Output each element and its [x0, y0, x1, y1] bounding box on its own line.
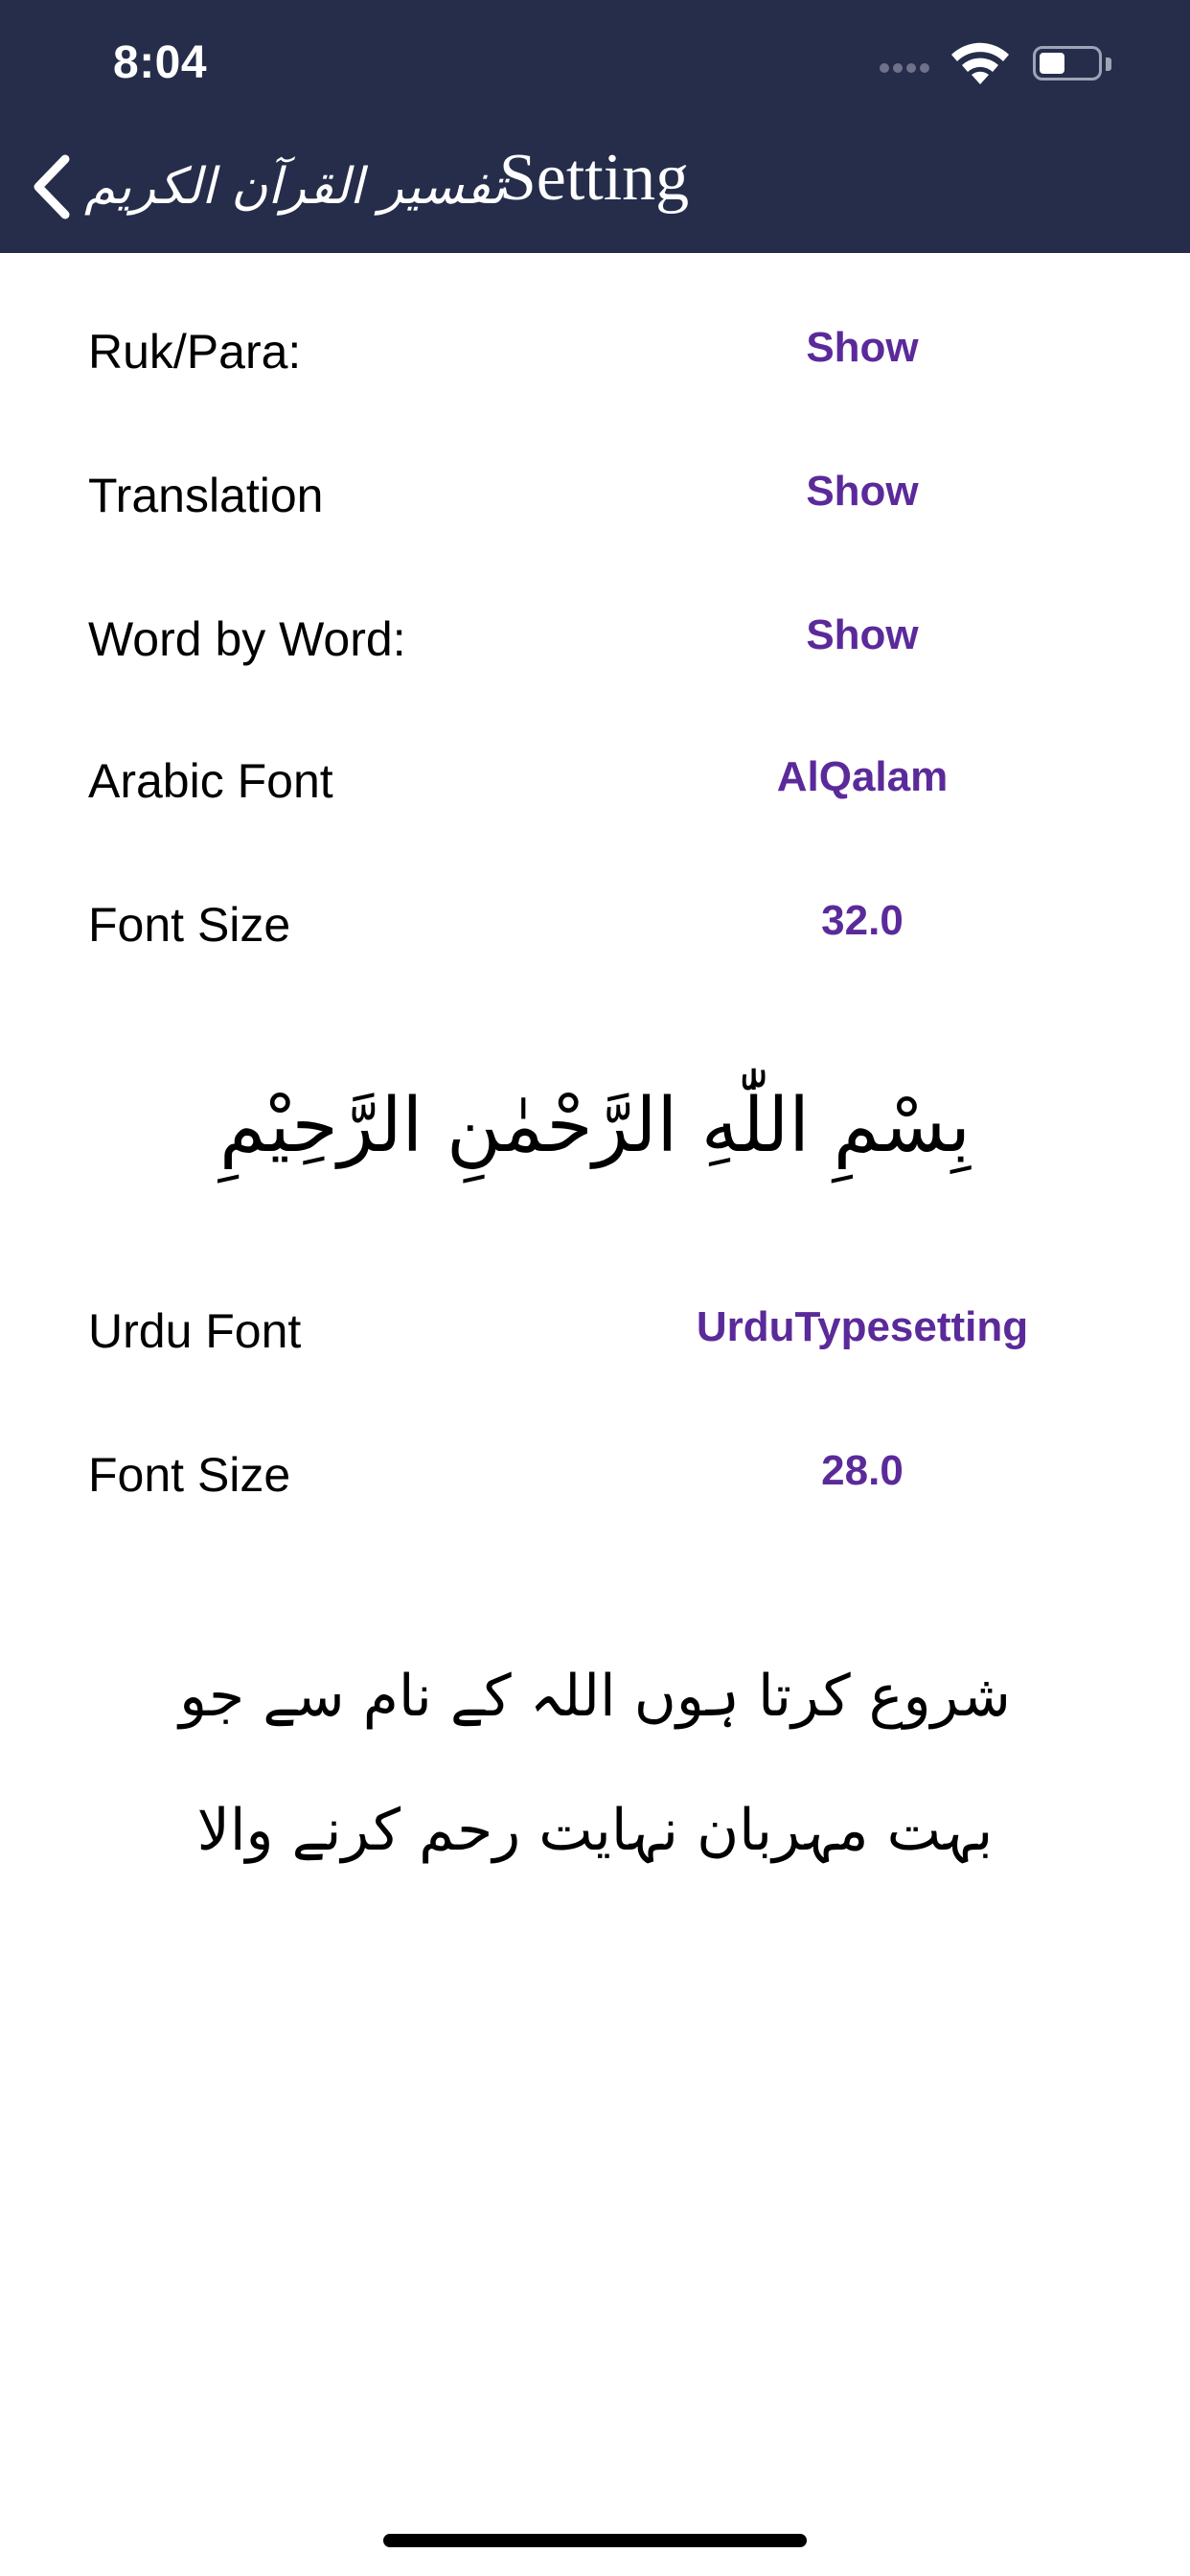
setting-value-button[interactable]: Show — [806, 324, 919, 371]
arabic-font-size-button[interactable]: 32.0 — [821, 897, 904, 944]
urdu-font-preview: شروع کرتا ہوں اللہ کے نام سے جو بہت مہربان نہایت رحم کرنے والا — [179, 1663, 1011, 1864]
setting-row-urdu-font-size — [0, 1424, 1190, 1530]
setting-row-urdu-font — [0, 1280, 1190, 1386]
setting-label: Font Size — [88, 1448, 291, 1502]
arabic-font-button[interactable]: AlQalam — [776, 753, 949, 800]
setting-label: Ruk/Para: — [88, 325, 302, 379]
status-time: 8:04 — [113, 37, 208, 88]
battery-cap — [1106, 58, 1111, 71]
setting-label: Arabic Font — [88, 754, 333, 808]
setting-value-button[interactable]: Show — [806, 611, 919, 658]
setting-row-ruk-para — [0, 301, 1190, 406]
setting-row-translation — [0, 445, 1190, 550]
setting-value-button[interactable]: Show — [806, 468, 919, 515]
setting-label: Translation — [88, 469, 324, 522]
setting-row-word-by-word — [0, 588, 1190, 694]
back-button-label: تفسیر القرآن الکریم — [84, 158, 506, 216]
setting-label: Font Size — [88, 898, 291, 952]
arabic-font-preview: بِسْمِ اللّٰهِ الرَّحْمٰنِ الرَّحِيْمِ — [219, 1083, 971, 1169]
signal-dots-icon — [880, 63, 937, 77]
status-icons — [880, 42, 1129, 86]
battery-icon — [1033, 46, 1102, 80]
setting-row-arabic-font — [0, 730, 1190, 836]
wifi-icon — [947, 42, 1014, 86]
setting-row-arabic-font-size — [0, 874, 1190, 979]
chevron-left-icon — [29, 153, 75, 220]
navigation-bar — [0, 0, 1190, 253]
page-title: Setting — [498, 141, 690, 215]
home-indicator[interactable] — [383, 2534, 807, 2547]
urdu-font-button[interactable]: UrduTypesetting — [696, 1303, 1029, 1350]
back-button[interactable] — [29, 144, 505, 230]
setting-label: Word by Word: — [88, 612, 406, 666]
urdu-font-size-button[interactable]: 28.0 — [821, 1447, 904, 1494]
setting-label: Urdu Font — [88, 1304, 302, 1358]
